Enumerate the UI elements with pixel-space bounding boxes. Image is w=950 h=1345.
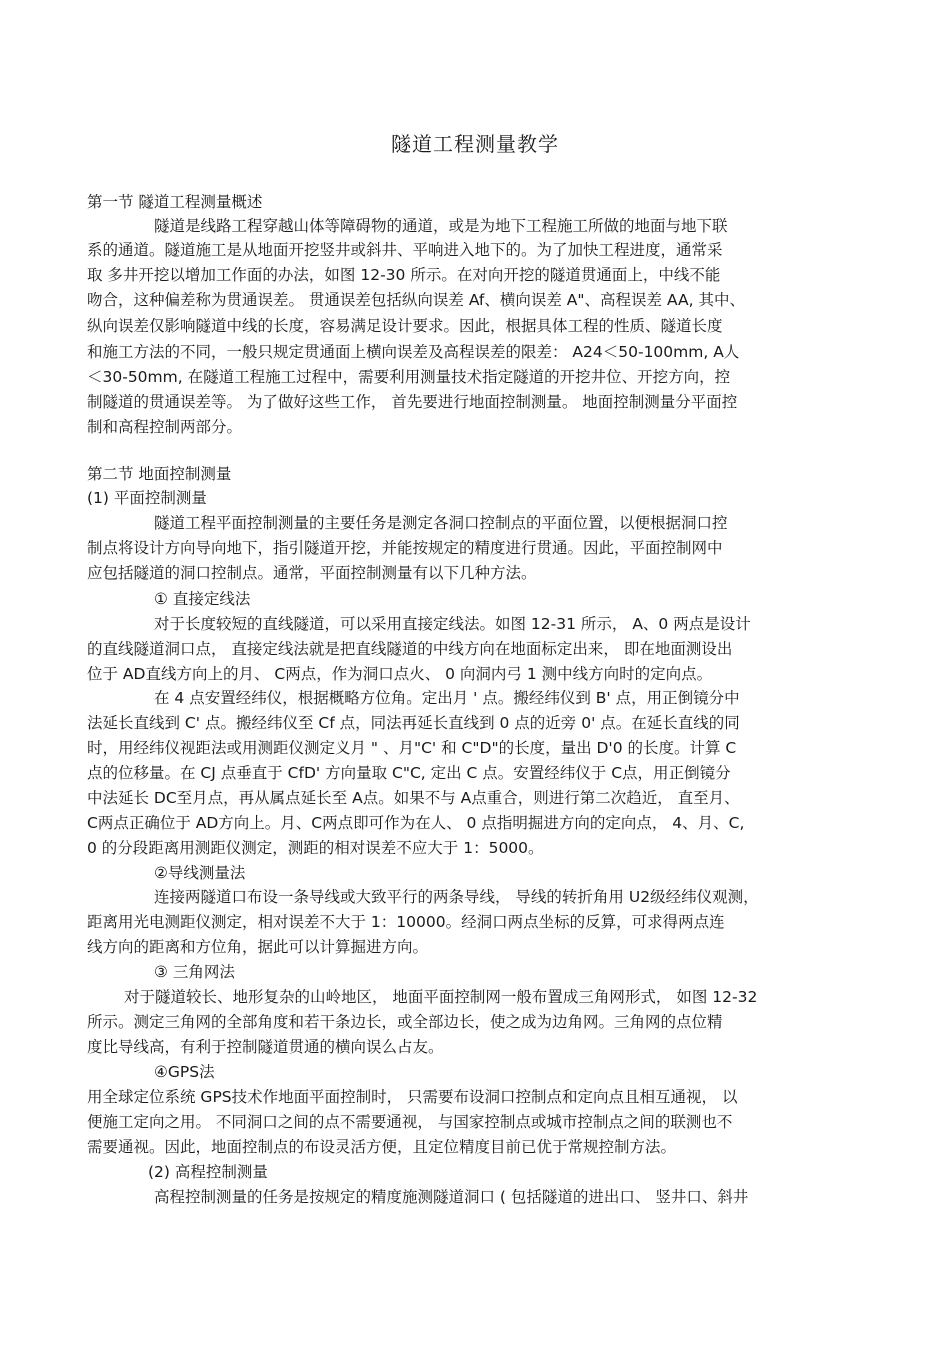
paragraph-line: 制点将设计方向导向地下，指引隧道开挖，并能按规定的精度进行贯通。因此，平面控制网中 bbox=[87, 539, 723, 557]
paragraph-line: 制隧道的贯通误差等。 为了做好这些工作， 首先要进行地面控制测量。 地面控制测量分平面控 bbox=[87, 393, 738, 411]
paragraph-line: 线方向的距离和方位角，据此可以计算掘进方向。 bbox=[87, 938, 429, 956]
subsection-heading: (2) 高程控制测量 bbox=[148, 1163, 268, 1181]
paragraph-line: 法延长直线到 C' 点。搬经纬仪至 Cf 点，同法再延长直线到 0 点的近旁 0' 点。在延长直线的同 bbox=[87, 714, 740, 732]
paragraph-line: 连接两隧道口布设一条导线或大致平行的两条导线， 导线的转折角用 U2级经纬仪观测， bbox=[154, 888, 759, 906]
paragraph-line: 点的位移量。在 CJ 点垂直于 CfD' 方向量取 C"C, 定出 C 点。安置经纬仪于 C点，用正倒镜分 bbox=[87, 764, 731, 782]
method-heading: ②导线测量法 bbox=[154, 864, 246, 882]
paragraph-line: 和施工方法的不同，一般只规定贯通面上横向误差及高程误差的限差： A24＜50-100mm, A人 bbox=[87, 343, 740, 361]
paragraph-line: 所示。测定三角网的全部角度和若干条边长，或全部边长，使之成为边角网。三角网的点位精 bbox=[87, 1013, 723, 1031]
method-heading: ④GPS法 bbox=[154, 1063, 215, 1081]
subsection-heading: (1) 平面控制测量 bbox=[87, 489, 207, 507]
paragraph-line: 制和高程控制两部分。 bbox=[87, 418, 243, 436]
paragraph-line: 吻合，这种偏差称为贯通误差。 贯通误差包括纵向误差 Af、横向误差 A"、高程误差 AA, 其中、 bbox=[87, 291, 745, 309]
paragraph-line: 度比导线高，有利于控制隧道贯通的横向误么占友。 bbox=[87, 1038, 444, 1056]
paragraph-line: 对于隧道较长、地形复杂的山岭地区， 地面平面控制网一般布置成三角网形式， 如图 12-32 bbox=[124, 988, 758, 1006]
paragraph-line: 取 多井开挖以增加工作面的办法，如图 12-30 所示。在对向开挖的隧道贯通面上，中线不能 bbox=[87, 266, 721, 284]
section-heading: 第二节 地面控制测量 bbox=[87, 465, 232, 483]
paragraph-line: 用全球定位系统 GPS技术作地面平面控制时， 只需要布设洞口控制点和定向点且相互通视， 以 bbox=[87, 1088, 738, 1106]
section-heading: 第一节 隧道工程测量概述 bbox=[87, 193, 263, 211]
paragraph-line: 0 的分段距离用测距仪测定，测距的相对误差不应大于 1：5000。 bbox=[87, 839, 544, 857]
paragraph-line: 距离用光电测距仪测定，相对误差不大于 1：10000。经洞口两点坐标的反算，可求得两点连 bbox=[87, 913, 725, 931]
paragraph-line: ＜30-50mm, 在隧道工程施工过程中，需要利用测量技术指定隧道的开挖井位、开挖方向，控 bbox=[87, 368, 731, 386]
paragraph-line: 时，用经纬仪视距法或用测距仪测定义月 " 、月"C' 和 C"D"的长度，量出 D'0 的长度。计算 C bbox=[87, 739, 737, 757]
method-heading: ③ 三角网法 bbox=[154, 963, 235, 981]
paragraph-line: 中法延长 DC至月点，再从属点延长至 A点。如果不与 A点重合，则进行第二次趋近， 直至月、 bbox=[87, 789, 740, 807]
paragraph-line: 隧道工程平面控制测量的主要任务是测定各洞口控制点的平面位置，以便根据洞口控 bbox=[154, 514, 728, 532]
paragraph-line: 对于长度较短的直线隧道，可以采用直接定线法。如图 12-31 所示， A、0 两点是设计 bbox=[154, 615, 751, 633]
paragraph-line: 便施工定向之用。 不同洞口之间的点不需要通视， 与国家控制点或城市控制点之间的联测也不 bbox=[87, 1113, 733, 1131]
paragraph-line: 隧道是线路工程穿越山体等障碍物的通道，或是为地下工程施工所做的地面与地下联 bbox=[154, 217, 728, 235]
method-heading: ① 直接定线法 bbox=[154, 590, 251, 608]
paragraph-line: 高程控制测量的任务是按规定的精度施测隧道洞口 ( 包括隧道的进出口、 竖井口、斜井 bbox=[154, 1188, 749, 1206]
paragraph-line: C两点正确位于 AD方向上。月、C两点即可作为在人、 0 点指明掘进方向的定向点， 4、月、C, bbox=[87, 814, 745, 832]
paragraph-line: 应包括隧道的洞口控制点。通常，平面控制测量有以下几种方法。 bbox=[87, 564, 537, 582]
paragraph-line: 系的通道。隧道施工是从地面开挖竖井或斜井、平响进入地下的。为了加快工程进度，通常采 bbox=[87, 241, 723, 259]
document-title: 隧道工程测量教学 bbox=[391, 132, 559, 156]
paragraph-line: 位于 AD直线方向上的月、 C两点，作为洞口点火、 0 向洞内弓 1 测中线方向时的定向点。 bbox=[87, 665, 713, 683]
paragraph-line: 在 4 点安置经纬仪，根据概略方位角。定出月 ' 点。搬经纬仪到 B' 点，用正倒镜分中 bbox=[154, 689, 740, 707]
paragraph-line: 的直线隧道洞口点， 直接定线法就是把直线隧道的中线方向在地面标定出来， 即在地面测设出 bbox=[87, 640, 733, 658]
paragraph-line: 需要通视。因此，地面控制点的布设灵活方便，且定位精度目前已优于常规控制方法。 bbox=[87, 1138, 677, 1156]
paragraph-line: 纵向误差仅影响隧道中线的长度，容易满足设计要求。因此，根据具体工程的性质、隧道长度 bbox=[87, 317, 723, 335]
